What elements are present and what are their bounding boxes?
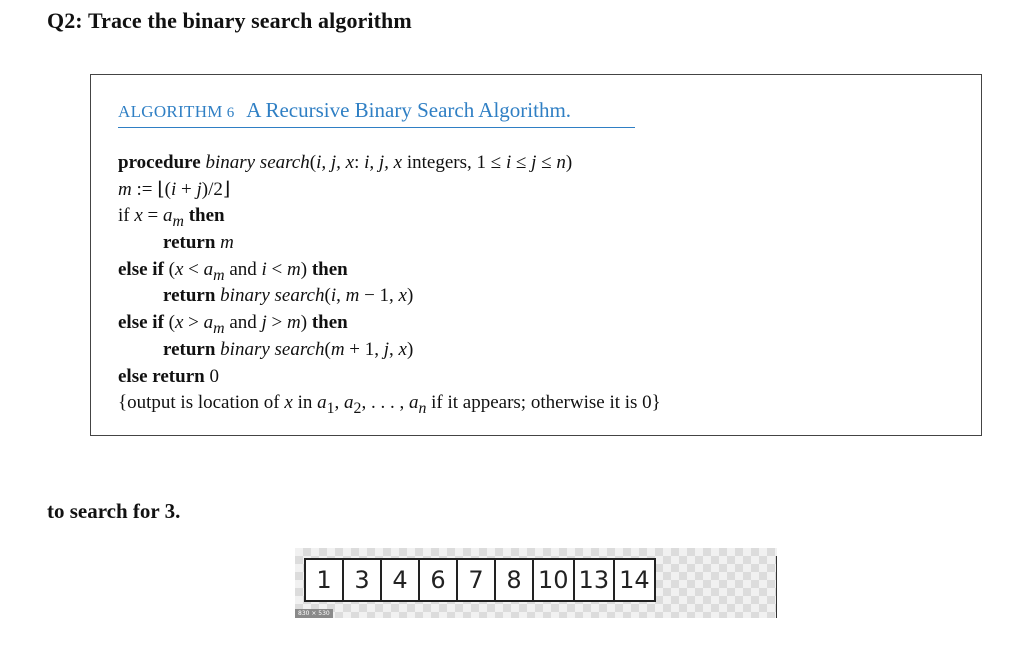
algorithm-name: A Recursive Binary Search Algorithm. bbox=[246, 98, 572, 122]
code-line-return-m: return m bbox=[163, 232, 234, 254]
question-title: Q2: Trace the binary search algorithm bbox=[47, 8, 412, 33]
array-image bbox=[295, 548, 777, 618]
code-line-else-if-less: else if ($x < a_m$ and i < m) then bbox=[118, 258, 348, 284]
algorithm-header-rule bbox=[118, 127, 635, 128]
algorithm-number: 6 bbox=[226, 105, 235, 121]
array-cell: 13 bbox=[575, 560, 616, 600]
array bbox=[304, 558, 656, 602]
array-cell: 3 bbox=[344, 560, 382, 600]
algorithm-label: ALGORITHM bbox=[118, 102, 223, 121]
code-line-output-comment: {output is location of x in $a_1$, $a_2$, . . . , $a_n$ if it appears; otherwise it is 0} bbox=[118, 392, 661, 417]
algorithm-box bbox=[90, 74, 982, 436]
image-edge-line bbox=[776, 556, 777, 618]
array-cell: 6 bbox=[420, 560, 458, 600]
code-line-procedure: procedure binary search(i, j, x: i, j, x integers, 1 ≤ i ≤ j ≤ n) bbox=[118, 152, 573, 173]
code-line-return-left: return binary search(i, m − 1, x) bbox=[163, 285, 414, 307]
array-cell: 7 bbox=[458, 560, 496, 600]
code-line-if-equal: if $x = a_m$ then bbox=[118, 205, 225, 231]
code-line-return-right: return binary search(m + 1, j, x) bbox=[163, 338, 414, 360]
array-cell: 4 bbox=[382, 560, 420, 600]
code-line-else-if-greater: else if ($x > a_m$ and j > m) then bbox=[118, 312, 348, 337]
array-cell: 10 bbox=[534, 560, 575, 600]
array-cell: 8 bbox=[496, 560, 534, 600]
array-cell: 1 bbox=[306, 560, 344, 600]
code-line-midpoint: m := ⌊(i + j)/2⌋ bbox=[118, 178, 231, 200]
algorithm-header bbox=[118, 98, 571, 123]
pseudocode bbox=[118, 150, 661, 417]
code-line-else-return: else return 0 bbox=[118, 365, 219, 387]
search-prompt: to search for 3. bbox=[47, 499, 181, 523]
image-dimension-tag: 830 × 530 bbox=[295, 609, 333, 618]
array-cell: 14 bbox=[619, 566, 650, 594]
